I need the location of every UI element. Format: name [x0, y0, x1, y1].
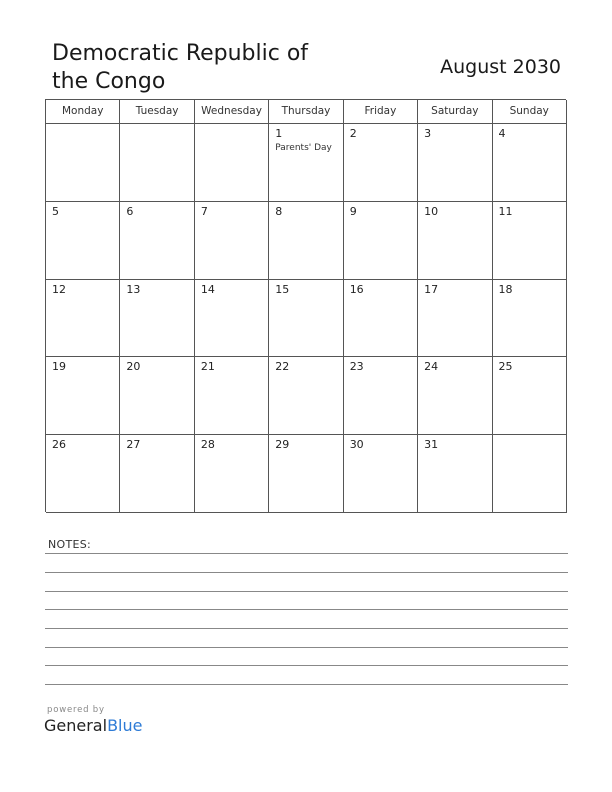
day-cell — [493, 357, 567, 435]
day-cell — [120, 435, 194, 513]
week-row — [46, 202, 566, 280]
day-cell — [195, 435, 269, 513]
day-cell — [344, 202, 418, 280]
day-cell — [418, 124, 492, 202]
day-cell — [46, 357, 120, 435]
day-number: 25 — [498, 360, 513, 374]
day-cell — [418, 357, 492, 435]
day-cell — [493, 202, 567, 280]
weekday-header: Monday — [46, 100, 120, 124]
notes-label: NOTES: — [48, 538, 92, 551]
day-cell — [344, 124, 418, 202]
day-number: 31 — [424, 438, 439, 452]
day-number: 14 — [200, 282, 215, 296]
week-row — [46, 435, 566, 513]
day-cell — [344, 280, 418, 358]
day-number: 18 — [498, 282, 513, 296]
day-number: 19 — [52, 360, 66, 374]
day-cell — [195, 202, 269, 280]
day-number: 6 — [126, 204, 134, 218]
day-cell — [493, 280, 567, 358]
day-cell — [418, 280, 492, 358]
day-cell — [195, 280, 269, 358]
day-cell — [269, 357, 343, 435]
powered-by-text: powered by — [47, 705, 105, 715]
day-cell — [269, 435, 343, 513]
day-cell — [195, 357, 269, 435]
weekday-header: Tuesday — [120, 100, 194, 124]
calendar-grid — [45, 99, 566, 512]
note-line — [45, 647, 568, 648]
note-line — [45, 591, 568, 592]
day-cell — [120, 357, 194, 435]
country-title — [52, 40, 352, 96]
country-title-line1: Democratic Republic of — [52, 41, 309, 66]
day-number: 24 — [424, 360, 439, 374]
day-number: 16 — [349, 282, 364, 296]
week-row — [46, 357, 566, 435]
day-cell — [195, 124, 269, 202]
note-line — [45, 628, 568, 629]
day-number: 26 — [52, 438, 66, 452]
generalblue-logo — [44, 716, 142, 735]
week-row — [46, 280, 566, 358]
day-cell — [344, 435, 418, 513]
weekday-header: Thursday — [269, 100, 343, 124]
day-number: 1 — [275, 127, 283, 140]
country-title-line2: the Congo — [52, 69, 166, 94]
note-line — [45, 684, 568, 685]
day-number: 10 — [424, 204, 439, 218]
weekday-header-row — [46, 100, 566, 124]
day-number: 8 — [275, 204, 283, 218]
day-number: 13 — [126, 282, 141, 296]
brand-general: General — [44, 716, 108, 735]
weekday-header: Wednesday — [195, 100, 269, 124]
day-number: 12 — [52, 282, 66, 296]
day-cell — [493, 435, 567, 513]
day-cell — [120, 280, 194, 358]
note-line — [45, 609, 568, 610]
day-number: 27 — [126, 438, 141, 452]
day-number: 7 — [200, 204, 208, 218]
day-cell — [46, 124, 120, 202]
day-cell — [344, 357, 418, 435]
day-number: 15 — [275, 282, 290, 296]
brand-blue: Blue — [107, 716, 143, 735]
day-number: 29 — [275, 438, 290, 452]
day-cell — [269, 202, 343, 280]
holiday-label: Parents' Day — [275, 143, 332, 153]
day-number: 22 — [275, 360, 290, 374]
note-line — [45, 553, 568, 554]
day-cell — [46, 435, 120, 513]
day-number: 9 — [349, 204, 357, 218]
day-cell — [120, 202, 194, 280]
day-cell — [46, 202, 120, 280]
weekday-header: Friday — [344, 100, 418, 124]
day-number: 17 — [424, 282, 439, 296]
day-number: 2 — [349, 127, 357, 140]
day-number: 4 — [498, 127, 506, 140]
day-number: 5 — [52, 204, 59, 218]
note-line — [45, 665, 568, 666]
day-number: 3 — [424, 127, 432, 140]
week-row — [46, 124, 566, 202]
month-title: August 2030 — [440, 56, 561, 78]
day-cell — [418, 202, 492, 280]
day-number: 28 — [200, 438, 215, 452]
weekday-header: Sunday — [493, 100, 567, 124]
day-cell — [493, 124, 567, 202]
day-cell — [120, 124, 194, 202]
day-cell — [269, 280, 343, 358]
weekday-header: Saturday — [418, 100, 492, 124]
day-number: 23 — [349, 360, 364, 374]
day-cell — [269, 124, 343, 202]
note-line — [45, 572, 568, 573]
day-number: 20 — [126, 360, 141, 374]
day-number: 11 — [498, 204, 513, 218]
day-number: 30 — [349, 438, 364, 452]
day-number: 21 — [200, 360, 215, 374]
day-cell — [46, 280, 120, 358]
day-cell — [418, 435, 492, 513]
